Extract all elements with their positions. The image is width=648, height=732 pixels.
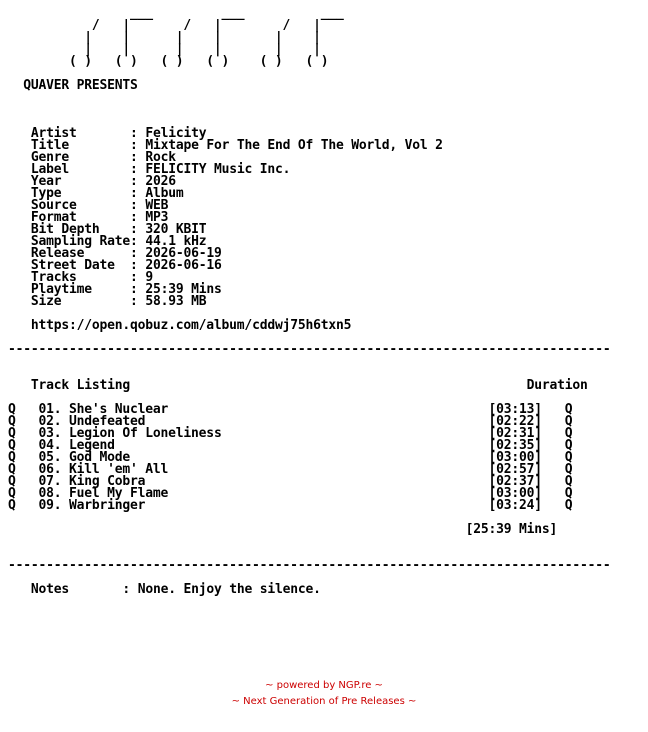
info-label: Sampling Rate <box>30 234 131 249</box>
info-value: Felicity <box>145 126 207 141</box>
info-value: 320 KBIT <box>145 222 207 237</box>
track-duration: [03:00] <box>488 486 542 501</box>
info-value: 58.93 MB <box>145 294 207 309</box>
info-value: 2026 <box>145 174 176 189</box>
track-marker-left: Q <box>8 474 16 489</box>
info-label: Artist <box>30 126 131 141</box>
info-value: Rock <box>145 150 176 165</box>
track-duration: [02:57] <box>488 462 542 477</box>
track-duration: [02:22] <box>488 414 542 429</box>
duration-header: Duration <box>526 378 588 393</box>
track-duration: [02:35] <box>488 438 542 453</box>
info-value: 25:39 Mins <box>145 282 222 297</box>
track-marker-right: Q <box>564 498 573 513</box>
track-duration: [02:37] <box>488 474 542 489</box>
nfo-text: ___ ___ ___ / | / | / | | | | | | | | | | | | | ( ) ( ) ( ) ( ) ( ) ( ) QUAVER PRESENTS Artist : Felicity Title : Mixtape For The End Of The World, Vol 2 Genre : Rock Label : FELICITY Music Inc. Year : 2026 Type : Album Source : WEB Format : MP3 Bit Depth : 320 KBIT Sampling Rate: 44.1 kHz Release : 2026-06-19 Street Date : 2026-06-16 Tracks : 9 Playtime : 25:39 Mins Size : 58.93 MB https://open.qobuz.com/album/cddwj75h6txn5 ------------------------------------------------------------------------------- Track Listing Duration Q 01. She's Nuclear [03:13] Q Q 02. Undefeated [02:22] Q Q 03. Legion Of Loneliness [02:31] Q Q 04. Legend [02:35] Q Q 05. God Mode [03:00] Q Q 06. Kill 'em' All [02:57] Q Q 07. King Cobra [02:37] Q Q 08. Fuel My Flame [03:00] Q Q 09. Warbringer [03:24] Q [25:39 Mins] ------------------------------------------------------------------------------- Notes : None. Enjoy the silence. <box>8 6 611 597</box>
track-marker-left: Q <box>8 462 16 477</box>
info-label: Release <box>30 246 131 261</box>
track-title: She's Nuclear <box>69 402 489 417</box>
album-url: https://open.qobuz.com/album/cddwj75h6txn5 <box>30 318 352 333</box>
track-marker-right: Q <box>564 438 573 453</box>
info-value: Album <box>145 186 184 201</box>
track-marker-left: Q <box>8 426 16 441</box>
info-label: Genre <box>30 150 131 165</box>
info-label: Format <box>30 210 131 225</box>
info-value: MP3 <box>145 210 169 225</box>
track-title: Warbringer <box>69 498 489 513</box>
notes-value: None. Enjoy the silence. <box>137 582 321 597</box>
track-title: Legion Of Loneliness <box>69 426 489 441</box>
divider: ------------------------------------------------------------------------------- <box>8 342 611 357</box>
info-value: WEB <box>145 198 169 213</box>
track-marker-left: Q <box>8 450 16 465</box>
total-playtime: [25:39 Mins] <box>465 522 558 537</box>
divider: ------------------------------------------------------------------------------- <box>8 558 611 573</box>
info-label: Source <box>30 198 131 213</box>
track-duration: [02:31] <box>488 426 542 441</box>
info-value: FELICITY Music Inc. <box>145 162 291 177</box>
track-marker-right: Q <box>564 414 573 429</box>
track-marker-right: Q <box>564 402 573 417</box>
track-duration: [03:00] <box>488 450 542 465</box>
info-value: 44.1 kHz <box>145 234 207 249</box>
info-value: Mixtape For The End Of The World, Vol 2 <box>145 138 443 153</box>
track-marker-right: Q <box>564 474 573 489</box>
presents-heading: QUAVER PRESENTS <box>23 78 138 93</box>
footer-powered-by: ~ powered by NGP.re ~ <box>265 680 383 691</box>
track-marker-left: Q <box>8 438 16 453</box>
track-title: Kill 'em' All <box>69 462 489 477</box>
notes-label: Notes <box>30 582 123 597</box>
track-title: God Mode <box>69 450 489 465</box>
info-label: Title <box>30 138 131 153</box>
track-marker-left: Q <box>8 402 16 417</box>
track-listing-header: Track Listing <box>30 378 131 393</box>
info-label: Size <box>30 294 131 309</box>
footer-tagline: ~ Next Generation of Pre Releases ~ <box>231 696 417 707</box>
track-duration: [03:24] <box>488 498 542 513</box>
info-label: Type <box>30 186 131 201</box>
track-title: King Cobra <box>69 474 489 489</box>
info-label: Playtime <box>30 282 131 297</box>
track-marker-left: Q <box>8 498 16 513</box>
track-marker-right: Q <box>564 486 573 501</box>
info-label: Tracks <box>30 270 131 285</box>
track-title: Legend <box>69 438 489 453</box>
info-label: Street Date <box>30 258 131 273</box>
info-label: Year <box>30 174 131 189</box>
info-value: 2026-06-19 <box>145 246 222 261</box>
info-value: 9 <box>145 270 153 285</box>
ascii-art-logo: ___ ___ ___ / | / | / | | | | | | | | | | | | | ( ) ( ) ( ) ( ) ( ) ( ) <box>69 6 344 69</box>
track-duration: [03:13] <box>488 402 542 417</box>
track-marker-right: Q <box>564 450 573 465</box>
track-marker-left: Q <box>8 414 16 429</box>
track-marker-right: Q <box>564 462 573 477</box>
track-title: Undefeated <box>69 414 489 429</box>
track-title: Fuel My Flame <box>69 486 489 501</box>
info-value: 2026-06-16 <box>145 258 222 273</box>
track-marker-right: Q <box>564 426 573 441</box>
info-label: Label <box>30 162 131 177</box>
track-marker-left: Q <box>8 486 16 501</box>
info-label: Bit Depth <box>30 222 131 237</box>
